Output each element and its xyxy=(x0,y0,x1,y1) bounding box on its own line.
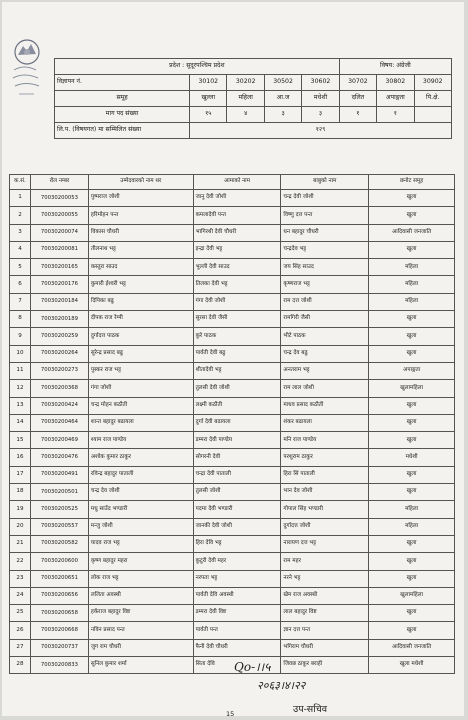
table-row xyxy=(10,276,455,293)
total-count: १२९ xyxy=(190,123,452,139)
serial-cell: 15 xyxy=(10,432,31,449)
roll-number-cell: 70030200469 xyxy=(30,432,88,449)
group-name: मधेशी xyxy=(302,91,339,107)
mother-name-cell: लक्ष्मी कठौती xyxy=(193,397,281,414)
serial-cell: 27 xyxy=(10,639,31,656)
mother-name-cell: तुलसी जोशी xyxy=(193,484,281,501)
roll-number-cell: 70030200165 xyxy=(30,259,88,276)
selection-group-cell: मधेशी xyxy=(369,449,455,466)
roll-number-cell: 70030200259 xyxy=(30,328,88,345)
signature-initials: Qo-।।५ xyxy=(234,660,271,674)
father-name-cell: गोपाल सिंह भण्डारी xyxy=(281,501,369,518)
demand-count xyxy=(414,107,451,123)
father-name-cell: भगिराम चौधरी xyxy=(281,639,369,656)
mother-name-cell: फैनी देवी चौधरी xyxy=(193,639,281,656)
table-row xyxy=(10,414,455,431)
serial-cell: 4 xyxy=(10,241,31,258)
father-name-cell: अनतराम भट्ट xyxy=(281,362,369,379)
selection-group-cell: महिला xyxy=(369,259,455,276)
father-name-cell: चन्द्र देव बढु xyxy=(281,345,369,362)
selection-group-cell: खुला xyxy=(369,311,455,328)
serial-cell: 28 xyxy=(10,657,31,674)
roll-number-cell: 70030200582 xyxy=(30,535,88,552)
serial-cell: 18 xyxy=(10,484,31,501)
mother-name-cell: पार्वती देवी बढु xyxy=(193,345,281,362)
father-name-cell: जिवछ ठाकुर बराही xyxy=(281,657,369,674)
demand-count: १ xyxy=(377,107,414,123)
selection-group-cell: खुला xyxy=(369,605,455,622)
serial-cell: 1 xyxy=(10,190,31,207)
roll-number-cell: 70030200557 xyxy=(30,518,88,535)
roll-number-cell: 70030200074 xyxy=(30,224,88,241)
roll-number-cell: 70030200668 xyxy=(30,622,88,639)
selection-group-cell: खुला xyxy=(369,466,455,483)
table-header-row xyxy=(10,175,455,190)
selection-group-cell: खुला xyxy=(369,432,455,449)
roll-number-cell: 70030200737 xyxy=(30,639,88,656)
father-name-cell: चन्द्र देवी जोशी xyxy=(281,190,369,207)
selection-group-cell: खुला xyxy=(369,553,455,570)
serial-cell: 13 xyxy=(10,397,31,414)
candidate-name-cell: तीलनाथ भट्ट xyxy=(88,241,193,258)
table-row xyxy=(10,553,455,570)
father-name-cell: खेम राज अवस्थी xyxy=(281,587,369,604)
mother-name-cell: गंगा देवी जोशी xyxy=(193,293,281,310)
father-name-cell: ज्ञान दत्त पन्त xyxy=(281,622,369,639)
mother-name-cell: पदमा देवी भण्डारी xyxy=(193,501,281,518)
column-header: क.सं. xyxy=(10,175,31,190)
serial-cell: 22 xyxy=(10,553,31,570)
selection-group-cell: महिला xyxy=(369,276,455,293)
father-name-cell: शंकर बढायला xyxy=(281,414,369,431)
selection-group-cell: महिला xyxy=(369,293,455,310)
father-name-cell: धन बहादुर चौधरी xyxy=(281,224,369,241)
roll-number-cell: 70030200651 xyxy=(30,570,88,587)
table-row xyxy=(10,639,455,656)
mother-name-cell: कुरे पाठक xyxy=(193,328,281,345)
father-name-cell: भीटे पाठक xyxy=(281,328,369,345)
column-header: उम्मेदवारको नाम थर xyxy=(88,175,193,190)
serial-cell: 11 xyxy=(10,362,31,379)
serial-cell: 24 xyxy=(10,587,31,604)
father-name-cell: जय सिंह साउद xyxy=(281,259,369,276)
father-name-cell: नरने भट्ट xyxy=(281,570,369,587)
roll-number-cell: 70030200600 xyxy=(30,553,88,570)
mother-name-cell: डम्मरा देवी विष्ट xyxy=(193,605,281,622)
father-name-cell: राम लाल जोशी xyxy=(281,380,369,397)
candidate-name-cell: मधु साउँद भण्डारी xyxy=(88,501,193,518)
serial-cell: 23 xyxy=(10,570,31,587)
table-row xyxy=(10,241,455,258)
father-name-cell: माधव प्रसाद कठौती xyxy=(281,397,369,414)
father-name-cell: राम दत्त जोशी xyxy=(281,293,369,310)
mother-name-cell: सिता देवि xyxy=(193,657,281,674)
serial-cell: 9 xyxy=(10,328,31,345)
group-label: समूह xyxy=(55,91,190,107)
mother-name-cell: शीतादेवी भट्ट xyxy=(193,362,281,379)
selection-group-cell: खुलामहिला xyxy=(369,380,455,397)
mother-name-cell: सुरसा देवी जैसी xyxy=(193,311,281,328)
roll-number-cell: 70030200189 xyxy=(30,311,88,328)
serial-cell: 8 xyxy=(10,311,31,328)
selection-group-cell: खुला xyxy=(369,484,455,501)
candidate-name-cell: पुष्पराज जोशी xyxy=(88,190,193,207)
roll-number-cell: 70030200656 xyxy=(30,587,88,604)
table-row xyxy=(10,328,455,345)
selection-group-cell: खुला xyxy=(369,622,455,639)
candidate-name-cell: कुमारी ईश्वरी भट्ट xyxy=(88,276,193,293)
candidate-name-cell: पुस्कर राज भट्ट xyxy=(88,362,193,379)
serial-cell: 7 xyxy=(10,293,31,310)
advert-label: विज्ञापन नं. xyxy=(55,75,190,91)
candidate-name-cell: चन्द्र मोहन कठौती xyxy=(88,397,193,414)
demand-count: ३ xyxy=(302,107,339,123)
roll-number-cell: 70030200476 xyxy=(30,449,88,466)
table-row xyxy=(10,570,455,587)
mother-name-cell: डम्मरा देवी पाण्डेय xyxy=(193,432,281,449)
father-name-cell: मनि राज पाण्डेय xyxy=(281,432,369,449)
table-row xyxy=(10,622,455,639)
table-row xyxy=(10,311,455,328)
mother-name-cell: हिरा देवि भट्ट xyxy=(193,535,281,552)
serial-cell: 17 xyxy=(10,466,31,483)
advert-code: 30102 xyxy=(190,75,227,91)
selection-group-cell: खुला xyxy=(369,207,455,224)
table-row xyxy=(10,466,455,483)
serial-cell: 12 xyxy=(10,380,31,397)
table-row xyxy=(10,190,455,207)
candidate-name-cell: कृष्ण बहादुर महरा xyxy=(88,553,193,570)
roll-number-cell: 70030200081 xyxy=(30,241,88,258)
selection-group-cell: खुला xyxy=(369,345,455,362)
candidate-name-cell: गंगा जोशी xyxy=(88,380,193,397)
demand-count: ४ xyxy=(227,107,264,123)
selection-group-cell: खुला xyxy=(369,397,455,414)
group-name: दलित xyxy=(339,91,376,107)
candidate-name-cell: लोक राज भट्ट xyxy=(88,570,193,587)
mother-name-cell: सोगरनी देवी xyxy=(193,449,281,466)
roll-number-cell: 70030200501 xyxy=(30,484,88,501)
government-seal-icon xyxy=(10,36,50,106)
table-row xyxy=(10,449,455,466)
table-row xyxy=(10,484,455,501)
demand-count: ३ xyxy=(264,107,301,123)
mother-name-cell: पार्वती देवि अवस्थी xyxy=(193,587,281,604)
father-name-cell: हिरा सिं पाताली xyxy=(281,466,369,483)
candidate-name-cell: चन्द्र देव जोशी xyxy=(88,484,193,501)
roll-number-cell: 70030200525 xyxy=(30,501,88,518)
candidate-name-cell: सुनिल कुमार शर्मा xyxy=(88,657,193,674)
roll-number-cell: 70030200491 xyxy=(30,466,88,483)
candidate-name-cell: मन्जु जोशी xyxy=(88,518,193,535)
serial-cell: 16 xyxy=(10,449,31,466)
selection-group-cell: आदिवासी जनजाति xyxy=(369,639,455,656)
roll-number-cell: 70030200833 xyxy=(30,657,88,674)
roll-number-cell: 70030200658 xyxy=(30,605,88,622)
serial-cell: 5 xyxy=(10,259,31,276)
mother-name-cell: चन्द्रा देवी पाताली xyxy=(193,466,281,483)
father-name-cell: दुर्गादत्त जोशी xyxy=(281,518,369,535)
selection-group-cell: खुला xyxy=(369,570,455,587)
serial-cell: 21 xyxy=(10,535,31,552)
group-name: खुल्ला xyxy=(190,91,227,107)
mother-name-cell: तुलसी देवी जोशी xyxy=(193,380,281,397)
signature-date: २०६३।४।२२ xyxy=(257,679,306,692)
table-row xyxy=(10,380,455,397)
serial-cell: 3 xyxy=(10,224,31,241)
roll-number-cell: 70030200273 xyxy=(30,362,88,379)
father-name-cell: राम महर xyxy=(281,553,369,570)
demand-label: माग पद संख्या xyxy=(55,107,190,123)
demand-count: १ xyxy=(339,107,376,123)
father-name-cell: लाल बहादुर विष्ट xyxy=(281,605,369,622)
father-name-cell: चन्द्रदेव भट्ट xyxy=(281,241,369,258)
table-row xyxy=(10,501,455,518)
demand-count: १५ xyxy=(190,107,227,123)
table-row xyxy=(10,587,455,604)
table-row xyxy=(10,397,455,414)
selection-group-cell: खुला xyxy=(369,190,455,207)
table-row xyxy=(10,345,455,362)
province-cell: प्रदेश : सुदूरपश्चिम प्रदेश xyxy=(55,59,340,75)
mother-name-cell: नरपता भट्ट xyxy=(193,570,281,587)
table-row xyxy=(10,535,455,552)
candidate-name-cell: दीपक राज रेग्मी xyxy=(88,311,193,328)
father-name-cell: भान देव जोशी xyxy=(281,484,369,501)
mother-name-cell: जानकी देवी जोशी xyxy=(193,518,281,535)
column-header: छनोट समूह xyxy=(369,175,455,190)
serial-cell: 20 xyxy=(10,518,31,535)
total-label: लि.प. (विषयगत) मा सम्मिलित संख्या xyxy=(55,123,190,139)
document-page xyxy=(2,2,464,716)
roll-number-cell: 70030200464 xyxy=(30,414,88,431)
column-header: बाबुको नाम xyxy=(281,175,369,190)
roll-number-cell: 70030200368 xyxy=(30,380,88,397)
mother-name-cell: कमलादेवी पन्त xyxy=(193,207,281,224)
selection-group-cell: खुला xyxy=(369,414,455,431)
advert-code: 30702 xyxy=(339,75,376,91)
table-row xyxy=(10,362,455,379)
candidate-name-cell: हर्कराज बहादुर विष्ट xyxy=(88,605,193,622)
serial-cell: 14 xyxy=(10,414,31,431)
candidate-list-table xyxy=(9,174,455,674)
table-row xyxy=(10,432,455,449)
candidate-name-cell: जुग राम चौधरी xyxy=(88,639,193,656)
subject-cell: विषय: अंग्रेजी xyxy=(339,59,451,75)
group-name: महिला xyxy=(227,91,264,107)
selection-group-cell: खुला xyxy=(369,241,455,258)
group-name: अपाङ्गता xyxy=(377,91,414,107)
signature-designation: उप-सचिव xyxy=(293,704,328,715)
serial-cell: 6 xyxy=(10,276,31,293)
selection-group-cell: खुला xyxy=(369,328,455,345)
mother-name-cell: दुर्गा देवी बढायला xyxy=(193,414,281,431)
candidate-name-cell: हरिमोहन पन्त xyxy=(88,207,193,224)
candidate-name-cell: श्याम राज पाण्डेय xyxy=(88,432,193,449)
selection-group-cell: खुला xyxy=(369,535,455,552)
advert-code: 30902 xyxy=(414,75,451,91)
candidate-name-cell: ललिता अवस्थी xyxy=(88,587,193,604)
page-number: 15 xyxy=(226,710,235,718)
table-row xyxy=(10,518,455,535)
group-name: आ.ज xyxy=(264,91,301,107)
table-row xyxy=(10,293,455,310)
selection-group-cell: महिला xyxy=(369,501,455,518)
roll-number-cell: 70030200055 xyxy=(30,207,88,224)
table-row xyxy=(10,657,455,674)
table-row xyxy=(10,224,455,241)
table-row xyxy=(10,259,455,276)
advert-code: 30602 xyxy=(302,75,339,91)
father-name-cell: परशुराम ठाकुर xyxy=(281,449,369,466)
table-row xyxy=(10,207,455,224)
candidate-name-cell: अशोक कुमार ठाकुर xyxy=(88,449,193,466)
mother-name-cell: कुटुरी देवी महर xyxy=(193,553,281,570)
candidate-name-cell: शान्त बहादुर बढायला xyxy=(88,414,193,431)
group-name: पि.क्षे. xyxy=(414,91,451,107)
candidate-name-cell: सुरेन्द्र प्रसाद बढु xyxy=(88,345,193,362)
selection-group-cell: आदिवासी जनजाति xyxy=(369,224,455,241)
serial-cell: 2 xyxy=(10,207,31,224)
selection-group-cell: खुला मधेशी xyxy=(369,657,455,674)
candidate-name-cell: नविन प्रसाद पन्त xyxy=(88,622,193,639)
father-name-cell: नारायण दत्त भट्ट xyxy=(281,535,369,552)
mother-name-cell: जानु देवी जोशी xyxy=(193,190,281,207)
serial-cell: 26 xyxy=(10,622,31,639)
table-row xyxy=(10,605,455,622)
mother-name-cell: तिलका देवी भट्ट xyxy=(193,276,281,293)
advert-code: 30202 xyxy=(227,75,264,91)
candidate-name-cell: दुर्गादत्त पाठक xyxy=(88,328,193,345)
serial-cell: 10 xyxy=(10,345,31,362)
father-name-cell: रामगिरी जैसी xyxy=(281,311,369,328)
roll-number-cell: 70030200264 xyxy=(30,345,88,362)
candidate-name-cell: दिपिका बढु xyxy=(88,293,193,310)
roll-number-cell: 70030200053 xyxy=(30,190,88,207)
mother-name-cell: भुल्ली देवी साउद xyxy=(193,259,281,276)
selection-group-cell: अपाङ्गता xyxy=(369,362,455,379)
candidate-name-cell: विकास चौधरी xyxy=(88,224,193,241)
roll-number-cell: 70030200184 xyxy=(30,293,88,310)
candidate-name-cell: रविन्द्र बहादुर पाताली xyxy=(88,466,193,483)
advert-code: 30802 xyxy=(377,75,414,91)
selection-group-cell: खुलामहिला xyxy=(369,587,455,604)
roll-number-cell: 70030200176 xyxy=(30,276,88,293)
mother-name-cell: पार्वती पन्त xyxy=(193,622,281,639)
advert-code: 30502 xyxy=(264,75,301,91)
roll-number-cell: 70030200424 xyxy=(30,397,88,414)
serial-cell: 19 xyxy=(10,501,31,518)
serial-cell: 25 xyxy=(10,605,31,622)
candidate-name-cell: कस्तुरा साउद xyxy=(88,259,193,276)
mother-name-cell: इन्द्रा देवी भट्ट xyxy=(193,241,281,258)
vacancy-summary-table xyxy=(54,58,452,139)
mother-name-cell: भागिरथी देवी चौधरी xyxy=(193,224,281,241)
column-header: आमाको नाम xyxy=(193,175,281,190)
column-header: रोल नम्बर xyxy=(30,175,88,190)
selection-group-cell: महिला xyxy=(369,518,455,535)
candidate-name-cell: यादव राज भट्ट xyxy=(88,535,193,552)
father-name-cell: विष्णु दत्त पन्त xyxy=(281,207,369,224)
father-name-cell: कृष्णराज भट्ट xyxy=(281,276,369,293)
